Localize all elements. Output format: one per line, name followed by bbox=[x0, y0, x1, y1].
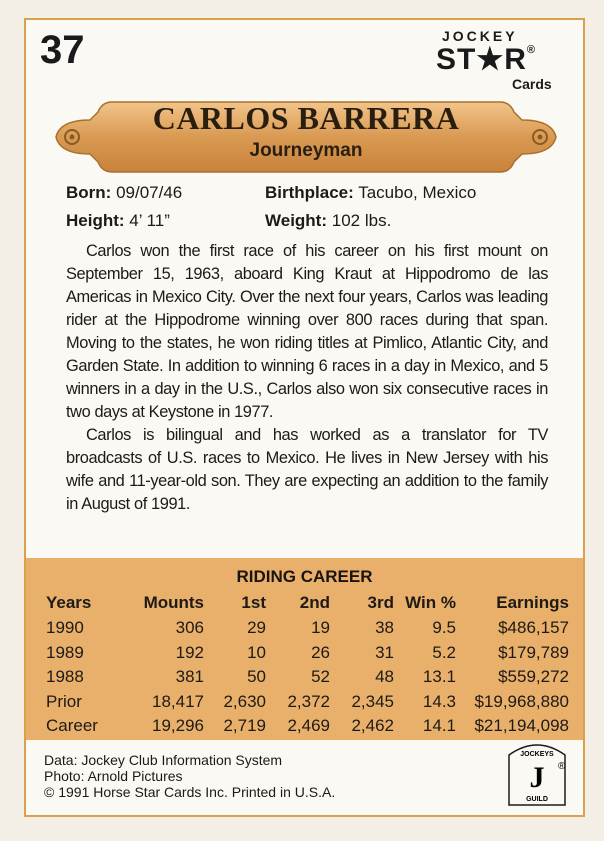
table-row bbox=[46, 665, 569, 690]
table-cell: 1988 bbox=[46, 667, 84, 687]
col-second: 2nd bbox=[299, 593, 330, 612]
table-cell: 2,462 bbox=[351, 716, 394, 736]
table-header-row bbox=[46, 590, 569, 616]
credit-photo: Photo: Arnold Pictures bbox=[44, 768, 183, 784]
table-cell: 14.3 bbox=[422, 691, 456, 711]
table-cell: 29 bbox=[247, 618, 266, 638]
riding-career-title: RIDING CAREER bbox=[236, 567, 373, 586]
table-row bbox=[46, 714, 569, 739]
logo-cards-text: Cards bbox=[512, 76, 552, 92]
table-cell: 50 bbox=[247, 667, 266, 687]
table-cell: 192 bbox=[175, 642, 204, 662]
svg-text:®: ® bbox=[558, 761, 566, 772]
star-icon: ★ bbox=[476, 43, 505, 76]
bio-paragraph: Carlos won the first race of his career on his first mount on September 15, 1963, aboard King Kraut at Hippodromo de las Americas in Mexico City. Over the next four years, Carlos was leading rider at the Hippodrome winning over 800 races during that span. Moving to the states, he won riding titles at Pimlico, Atlantic City, and Garden State. In addition to winning 6 races in a day in Mexico, and 5 winners in a day in the U.S., Carlos also won six consecutive races in two days at Keystone in 1977. bbox=[66, 242, 548, 421]
table-row bbox=[46, 690, 569, 715]
jockey-name: CARLOS BARRERA bbox=[152, 100, 460, 136]
table-cell: 1990 bbox=[46, 618, 84, 638]
table-cell: $19,968,880 bbox=[474, 691, 569, 711]
logo-jockey-text: JOCKEY bbox=[442, 28, 518, 44]
table-cell: $179,789 bbox=[498, 642, 569, 662]
col-years: Years bbox=[46, 593, 92, 612]
svg-text:GUILD: GUILD bbox=[526, 796, 548, 803]
table-cell: 1989 bbox=[46, 642, 84, 662]
jockeys-guild-logo-icon bbox=[506, 743, 568, 807]
born-row: Born: 09/07/46 bbox=[66, 183, 183, 202]
table-cell: 2,372 bbox=[287, 691, 330, 711]
table-cell: 31 bbox=[375, 642, 394, 662]
height-row: Height: 4’ 11” bbox=[66, 211, 170, 230]
svg-text:JOCKEYS: JOCKEYS bbox=[520, 751, 554, 758]
table-cell: 5.2 bbox=[432, 642, 456, 662]
svg-text:J: J bbox=[529, 761, 545, 794]
logo-star-text: ST★R® bbox=[436, 43, 537, 76]
table-cell: 2,719 bbox=[223, 716, 266, 736]
table-cell: 38 bbox=[375, 618, 394, 638]
table-cell: Career bbox=[46, 716, 98, 736]
credits bbox=[44, 752, 335, 800]
credit-data: Data: Jockey Club Information System bbox=[44, 752, 283, 768]
table-cell: $559,272 bbox=[498, 667, 569, 687]
biography bbox=[66, 240, 548, 516]
table-cell: 2,469 bbox=[287, 716, 330, 736]
table-cell: 52 bbox=[311, 667, 330, 687]
weight-row: Weight: 102 lbs. bbox=[265, 211, 392, 230]
riding-career-table bbox=[46, 590, 569, 739]
col-earnings: Earnings bbox=[496, 593, 569, 612]
table-cell: 2,345 bbox=[351, 691, 394, 711]
jockey-star-logo bbox=[436, 28, 566, 94]
table-cell: 9.5 bbox=[432, 618, 456, 638]
bio-paragraph: Carlos is bilingual and has worked as a translator for TV broadcasts of U.S. races to Mexico. He lives in New Jersey with his wife and 11-year-old son. They are expecting an addition to the family in August of 1991. bbox=[66, 426, 548, 513]
name-plaque bbox=[52, 98, 560, 176]
col-third: 3rd bbox=[367, 593, 394, 612]
col-win-pct: Win % bbox=[405, 593, 456, 612]
table-cell: 26 bbox=[311, 642, 330, 662]
table-cell: Prior bbox=[46, 691, 82, 711]
table-cell: 381 bbox=[175, 667, 204, 687]
col-mounts: Mounts bbox=[143, 593, 204, 612]
table-cell: 19 bbox=[311, 618, 330, 638]
table-cell: 19,296 bbox=[152, 716, 204, 736]
table-cell: 14.1 bbox=[422, 716, 456, 736]
table-cell: 2,630 bbox=[223, 691, 266, 711]
table-cell: 48 bbox=[375, 667, 394, 687]
card-number: 37 bbox=[40, 28, 85, 72]
copyright: © 1991 Horse Star Cards Inc. Printed in U.S.A. bbox=[44, 784, 336, 800]
table-row bbox=[46, 641, 569, 666]
riding-career-panel bbox=[26, 558, 583, 740]
table-cell: 18,417 bbox=[152, 691, 204, 711]
col-first: 1st bbox=[241, 593, 266, 612]
jockey-title: Journeyman bbox=[249, 140, 363, 161]
table-row bbox=[46, 616, 569, 641]
birthplace-row: Birthplace: Tacubo, Mexico bbox=[265, 183, 477, 202]
table-cell: 10 bbox=[247, 642, 266, 662]
table-cell: $486,157 bbox=[498, 618, 569, 638]
table-cell: 13.1 bbox=[422, 667, 456, 687]
table-cell: 306 bbox=[175, 618, 204, 638]
table-cell: $21,194,098 bbox=[474, 716, 569, 736]
